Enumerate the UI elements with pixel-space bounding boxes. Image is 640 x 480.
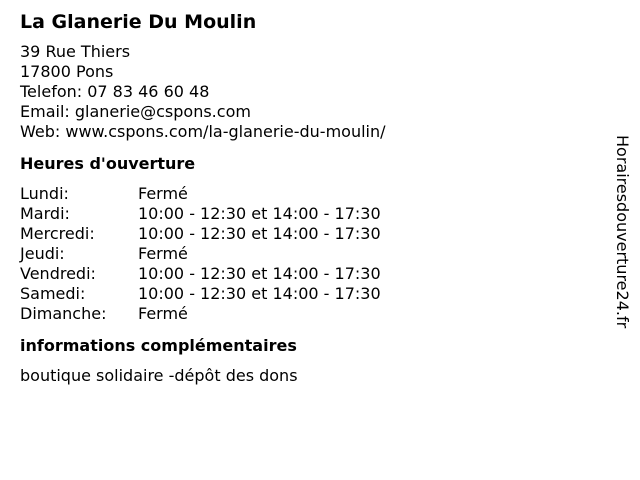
hours-day: Jeudi: bbox=[20, 244, 65, 263]
hours-row-wednesday bbox=[20, 224, 600, 244]
business-name: La Glanerie Du Moulin bbox=[20, 11, 257, 33]
hours-day: Samedi: bbox=[20, 284, 86, 303]
hours-day: Mardi: bbox=[20, 204, 70, 223]
hours-time: Fermé bbox=[138, 244, 188, 263]
address-block bbox=[20, 42, 600, 142]
web-line: Web: www.cspons.com/la-glanerie-du-moulin/ bbox=[20, 122, 386, 141]
phone-line: Telefon: 07 83 46 60 48 bbox=[20, 82, 210, 101]
hours-row-monday bbox=[20, 184, 600, 204]
hours-row-saturday bbox=[20, 284, 600, 304]
hours-time: 10:00 - 12:30 et 14:00 - 17:30 bbox=[138, 204, 381, 223]
hours-day: Mercredi: bbox=[20, 224, 95, 243]
email-line: Email: glanerie@cspons.com bbox=[20, 102, 251, 121]
hours-day: Lundi: bbox=[20, 184, 69, 203]
hours-time: Fermé bbox=[138, 304, 188, 323]
hours-day: Vendredi: bbox=[20, 264, 96, 283]
business-card bbox=[20, 10, 600, 386]
hours-day: Dimanche: bbox=[20, 304, 107, 323]
additional-info-text: boutique solidaire -dépôt des dons bbox=[20, 366, 298, 385]
city-postal: 17800 Pons bbox=[20, 62, 114, 81]
opening-hours-heading: Heures d'ouverture bbox=[20, 154, 196, 173]
hours-time: 10:00 - 12:30 et 14:00 - 17:30 bbox=[138, 224, 381, 243]
hours-time: Fermé bbox=[138, 184, 188, 203]
opening-hours-list bbox=[20, 184, 600, 324]
hours-row-thursday bbox=[20, 244, 600, 264]
street-address: 39 Rue Thiers bbox=[20, 42, 131, 61]
additional-info-heading: informations complémentaires bbox=[20, 336, 297, 355]
hours-row-tuesday bbox=[20, 204, 600, 224]
hours-row-friday bbox=[20, 264, 600, 284]
hours-time: 10:00 - 12:30 et 14:00 - 17:30 bbox=[138, 284, 381, 303]
hours-time: 10:00 - 12:30 et 14:00 - 17:30 bbox=[138, 264, 381, 283]
site-watermark: Horairesdouverture24.fr bbox=[613, 135, 632, 329]
hours-row-sunday bbox=[20, 304, 600, 324]
